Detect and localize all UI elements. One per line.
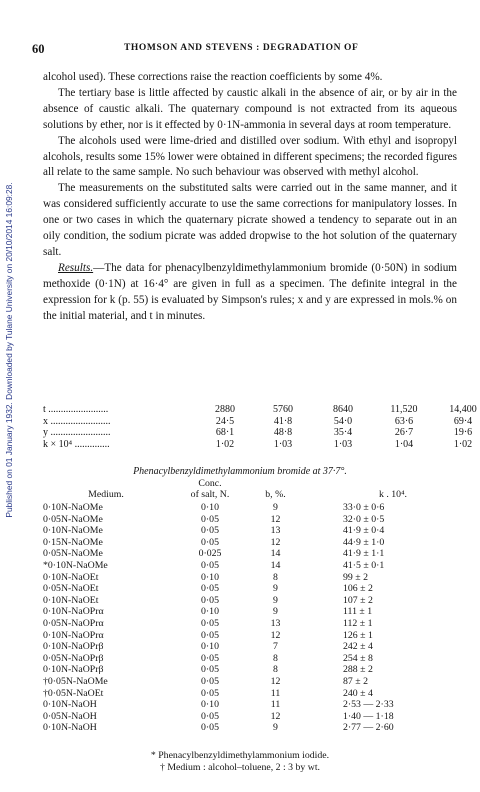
kinetics-data-table: [43, 404, 477, 464]
medium-cell: 0·05N-NaOMe: [43, 513, 103, 525]
data-row: [43, 404, 477, 416]
medium-cell: 0·15N-NaOMe: [43, 536, 103, 548]
b-cell: 9: [273, 606, 278, 618]
b-cell: 11: [270, 687, 281, 699]
medium-cell: 0·10N-NaOEt: [43, 571, 99, 583]
footnote-medium: † Medium : alcohol–toluene, 2 : 3 by wt.: [160, 762, 320, 773]
table-row: [43, 572, 457, 584]
b-cell: 13: [270, 618, 281, 629]
footnote-iodide: * Phenacylbenzyldimethylammonium iodide.: [150, 750, 330, 761]
data-row: [43, 438, 473, 451]
header-medium: Medium.: [88, 489, 124, 500]
conc-cell: 0·05: [201, 687, 219, 699]
k-cell: 106 ± 2: [343, 583, 373, 595]
conc-cell: 0·10: [201, 571, 219, 583]
k-cell: 107 ± 2: [343, 594, 373, 606]
medium-cell: 0·05N-NaOPrα: [43, 618, 104, 629]
data-cell: 63·6: [394, 415, 414, 427]
b-cell: 12: [270, 676, 281, 687]
data-cell: 11,520: [390, 404, 418, 415]
data-cell: 68·1: [215, 427, 235, 438]
table-title: Phenacylbenzyldimethylammonium bromide at 37·7°.: [133, 466, 347, 477]
k-cell: 126 ± 1: [343, 629, 373, 641]
k-cell: 111 ± 1: [343, 606, 373, 618]
conc-cell: 0·05: [201, 618, 219, 629]
medium-cell: 0·05N-NaOEt: [43, 583, 99, 595]
b-cell: 12: [270, 536, 281, 548]
medium-cell: 0·10N-NaOPrβ: [43, 641, 104, 653]
b-cell: 8: [273, 664, 278, 676]
conc-cell: 0·10: [201, 641, 219, 653]
data-cell: 1·02: [215, 438, 235, 450]
conc-cell: 0·05: [201, 722, 219, 734]
medium-cell: 0·05N-NaOMe: [43, 548, 103, 560]
table-row: [43, 641, 457, 653]
conc-cell: 0·10: [201, 606, 219, 618]
paragraph: alcohol used). These corrections raise the reaction coefficients by some 4%.: [43, 71, 383, 83]
k-cell: 41·5 ± 0·1: [343, 560, 385, 571]
data-cell: 26·7: [394, 427, 414, 438]
conc-cell: 0·05: [201, 525, 219, 537]
k-cell: 33·0 ± 0·6: [343, 502, 385, 513]
page-header: [32, 42, 452, 56]
data-cell: 41·8: [273, 415, 293, 427]
conc-cell: 0·05: [201, 513, 219, 525]
results-label: Results.: [58, 261, 94, 274]
conc-cell: 0·05: [201, 583, 219, 595]
table-row: [43, 583, 457, 595]
table-header: [43, 478, 457, 502]
header-conc-line2: of salt, N.: [190, 489, 230, 500]
download-note: Published on 01 January 1932. Downloaded by Tulane University on 20/10/2014 16:09:28.: [4, 182, 14, 518]
table-row: [43, 699, 457, 711]
data-cell: 24·5: [215, 415, 235, 427]
conc-cell: 0·05: [201, 710, 219, 722]
results-text: —The data for phenacylbenzyldimethylammonium bromide (0·50N) in sodium methoxide (0·1N) at 16·4° are given in full as a specimen. The definite integral in the expression for k (p. 55) is evaluated by Simpson's rules; x and y are expressed in mols.% on the initial material, and t in minutes.: [43, 261, 457, 322]
data-row-label: k × 10⁴ ..............: [43, 438, 110, 450]
table-row: [43, 722, 457, 734]
b-cell: 9: [273, 502, 278, 513]
k-cell: 99 ± 2: [343, 571, 368, 583]
medium-cell: 0·10N-NaOPrβ: [43, 664, 104, 676]
k-cell: 87 ± 2: [343, 676, 368, 687]
data-cell: 48·8: [273, 427, 293, 438]
data-cell: 1·02: [453, 438, 473, 450]
header-conc-line1: Conc.: [198, 478, 222, 489]
medium-cell: 0·05N-NaOH: [43, 710, 97, 722]
running-head: THOMSON AND STEVENS : DEGRADATION OF: [124, 43, 359, 53]
data-row: [43, 415, 473, 428]
data-cell: 1·03: [273, 438, 293, 450]
table-row: [43, 711, 457, 723]
k-cell: 242 ± 4: [343, 641, 373, 653]
table-row: [43, 548, 457, 560]
data-row: [43, 427, 473, 439]
k-cell: 1·40 — 1·18: [343, 710, 394, 722]
b-cell: 12: [270, 710, 281, 722]
k-cell: 254 ± 8: [343, 652, 373, 664]
conc-cell: 0·05: [201, 676, 219, 687]
b-cell: 9: [273, 594, 278, 606]
b-cell: 12: [270, 629, 281, 641]
conc-cell: 0·10: [201, 502, 219, 513]
table-row: [43, 630, 457, 642]
medium-cell: 0·10N-NaOPrα: [43, 629, 104, 641]
medium-cell: †0·05N-NaOMe: [43, 676, 108, 687]
data-row-label: y ........................: [43, 427, 111, 438]
paragraph: The alcohols used were lime-dried and distilled over sodium. With ethyl and isopropyl alcohols, results some 15% lower were obtained in different specimens; the recorded figures all relate to the same sample. No such behaviour was observed with methyl alcohol.: [43, 134, 457, 179]
header-k: k . 10⁴.: [379, 489, 407, 500]
data-cell: 35·4: [333, 427, 353, 438]
conc-cell: 0·10: [201, 699, 219, 711]
b-cell: 11: [270, 699, 281, 711]
data-row-label: t ........................: [43, 404, 109, 415]
table-row: [43, 676, 457, 688]
header-b: b, %.: [265, 489, 286, 500]
table-row: [43, 537, 457, 549]
data-cell: 19·6: [453, 427, 473, 438]
b-cell: 12: [270, 513, 281, 525]
medium-cell: *0·10N-NaOMe: [43, 560, 108, 571]
table-row: [43, 688, 457, 700]
table-row: [43, 618, 457, 630]
k-cell: 41·9 ± 1·1: [343, 548, 385, 560]
medium-cell: 0·10N-NaOMe: [43, 502, 103, 513]
page-number: 60: [32, 42, 45, 56]
conc-cell: 0·025: [198, 548, 222, 560]
k-cell: 240 ± 4: [343, 687, 373, 699]
medium-cell: 0·10N-NaOH: [43, 699, 97, 711]
data-cell: 54·0: [333, 415, 353, 427]
data-cell: 1·03: [333, 438, 353, 450]
k-cell: 41·9 ± 0·4: [343, 525, 385, 537]
b-cell: 8: [273, 571, 278, 583]
b-cell: 13: [270, 525, 281, 537]
medium-cell: 0·10N-NaOEt: [43, 594, 99, 606]
paragraph: The measurements on the substituted salts were carried out in the same manner, and it was considered sufficiently accurate to use the same corrections for manipulatory losses. In one or two cases in which the quaternary picrate showed a tendency to separate out in an oily condition, the sodium picrate was added dropwise to the hot solution of the quaternary salt.: [43, 182, 457, 258]
results-paragraph: [43, 261, 457, 325]
medium-cell: 0·10N-NaOH: [43, 722, 97, 734]
table-row: [43, 653, 457, 665]
medium-cell: 0·10N-NaOPrα: [43, 606, 104, 618]
b-cell: 14: [270, 560, 281, 571]
data-cell: 69·4: [453, 415, 473, 427]
table-row: [43, 514, 457, 526]
table-row: [43, 595, 457, 607]
k-cell: 44·9 ± 1·0: [343, 536, 385, 548]
conc-cell: 0·05: [201, 629, 219, 641]
data-cell: 5760: [273, 404, 293, 415]
k-cell: 2·77 — 2·60: [343, 722, 394, 734]
conc-cell: 0·05: [201, 652, 219, 664]
k-cell: 112 ± 1: [343, 618, 373, 629]
body-text: [43, 70, 457, 325]
data-row-label: x ........................: [43, 415, 111, 427]
medium-cell: †0·05N-NaOEt: [43, 687, 104, 699]
data-cell: 14,400: [449, 404, 477, 415]
conc-cell: 0·05: [201, 536, 219, 548]
b-cell: 8: [273, 652, 278, 664]
k-cell: 288 ± 2: [343, 664, 373, 676]
paragraph: The tertiary base is little affected by caustic alkali in the absence of air, or by air in the absence of caustic alkali. The quaternary compound is not extracted from its aqueous solutions by ether, nor is it effected by 0·1N-ammonia in several days at room temperature.: [43, 86, 457, 131]
data-cell: 8640: [333, 404, 353, 415]
medium-cell: 0·10N-NaOMe: [43, 525, 103, 537]
table-row: [43, 664, 457, 676]
b-cell: 9: [273, 583, 278, 595]
medium-cell: 0·05N-NaOPrβ: [43, 652, 104, 664]
download-watermark: [2, 40, 16, 660]
data-cell: 2880: [215, 404, 235, 415]
table-row: [43, 502, 457, 514]
b-cell: 14: [270, 548, 281, 560]
k-cell: 2·53 — 2·33: [343, 699, 394, 711]
data-cell: 1·04: [394, 438, 414, 450]
table-row: [43, 560, 457, 572]
b-cell: 9: [273, 722, 278, 734]
conc-cell: 0·05: [201, 594, 219, 606]
b-cell: 7: [273, 641, 278, 653]
table-row: [43, 606, 457, 618]
conc-cell: 0·05: [201, 560, 219, 571]
table-row: [43, 525, 457, 537]
k-cell: 32·0 ± 0·5: [343, 513, 385, 525]
conc-cell: 0·05: [201, 664, 219, 676]
